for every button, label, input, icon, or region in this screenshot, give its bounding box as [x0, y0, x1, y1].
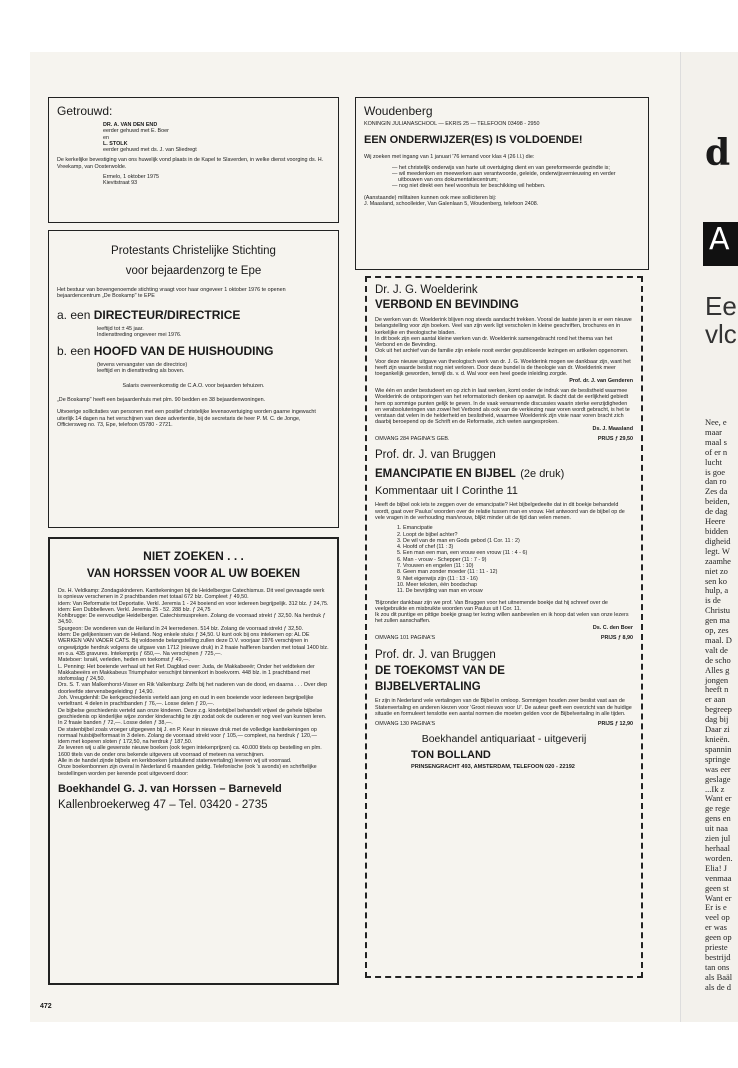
- woelderink-author: Dr. J. G. Woelderink: [375, 284, 478, 296]
- adjacent-text-line: is goe: [705, 466, 726, 477]
- emancipatie-list-item: 2. Loopt de bijbel achter?: [397, 531, 458, 538]
- emancipatie-edition: (2e druk): [520, 468, 565, 481]
- horssen-paragraph: De statenbijbel zoals vroeger uitgegeven bij J. en P. Keur in nieuwe druk met de volledige kanttekeningen op normaal huisbijbelformaat in 3 delen. Zolang de voorraad strekt voor ƒ 105,— compleet, na herdruk ƒ 120,— idem met koperen sloten ƒ 172,50, na herdruk ƒ 187,50.: [58, 726, 317, 746]
- stichting-para1: „De Boskamp" heeft een bejaardenhuis met plm. 90 bedden en 38 bejaardenwoningen.: [57, 397, 266, 404]
- adjacent-text-line: heeft n: [705, 684, 729, 695]
- getrouwd-name1: DR. A. VAN DEN END: [103, 122, 158, 128]
- adjacent-text-line: maal s: [705, 436, 727, 447]
- stichting-b-line2: leeftijd en in diensttreding als boven.: [97, 368, 185, 375]
- horssen-paragraph: De bijbelse geschiedenis verteld aan onze kinderen. Deze z.g. kinderbijbel behandelt vrijwel de gehele bijbelse geschiedenis op kinderlijke wijze zonder kinderachtig te zijn zodat ook de ouderen er nog veel van kunnen leren. In 2 fraaie banden ƒ 72,—. Losse delen ƒ 38,—.: [58, 707, 327, 727]
- bolland-shop1: Boekhandel antiquariaat - uitgeverij: [421, 733, 587, 746]
- adjacent-text-line: zaamhe: [705, 555, 731, 566]
- getrouwd-ad: [48, 97, 339, 223]
- adjacent-text-line: venmaa: [705, 872, 732, 883]
- woelderink-p5-sig: Ds. J. Maasland: [592, 425, 633, 432]
- emancipatie-list-item: 6. Man - vrouw - Schepper (11 : 7 - 9): [397, 556, 487, 563]
- adjacent-text-line: herhaal: [705, 842, 731, 853]
- emancipatie-title-row: [375, 464, 633, 482]
- getrouwd-title: Getrouwd:: [57, 104, 113, 118]
- horssen-paragraph: Ds. H. Veldkamp: Zondagskinderen. Kanttekeningen bij de Heidelbergse Catechismus. Dit veel gevraagde werk is opnieuw verschenen in 2 prachtbanden met totaal 672 blz. Compleet ƒ 49,50.: [58, 588, 325, 601]
- adjacent-text-line: Alles g: [705, 664, 730, 675]
- adjacent-page-strip: [680, 52, 738, 1022]
- woelderink-title: VERBOND EN BEVINDING: [375, 299, 519, 311]
- emancipatie-list-item: 5. Een man een man, een vrouw een vrouw (11 : 4 - 6): [397, 550, 528, 557]
- stichting-title1: Protestants Christelijke Stichting: [111, 245, 276, 257]
- adjacent-text-line: legt. W: [705, 545, 730, 556]
- adjacent-text-line: geen st: [705, 882, 729, 893]
- adjacent-text-line: lucht: [705, 456, 722, 467]
- horssen-paragraph: Drs. S. T. van Malkenhorst-Visser en Rik Valkenburg: Zelfs bij het naderen van de dood, en daarna . . . Over diep doorleefde stervensbegeleiding ƒ 14,90.: [58, 682, 328, 695]
- toekomst-title1: DE TOEKOMST VAN DE: [375, 665, 505, 678]
- adjacent-text-line: Want er: [705, 793, 732, 804]
- adjacent-text-line: er was: [705, 922, 727, 933]
- adjacent-text-line: beiden,: [705, 496, 730, 507]
- horssen-paragraph: Joh. Vreugdenhil: De kerkgeschiedenis verteld aan jong en oud in een boeiende voor iedereen begrijpelijke verteltrant. 4 delen in prachtbanden ƒ 76,—. Losse delen ƒ 20,—.: [58, 695, 314, 708]
- stichting-role-b: [57, 344, 330, 358]
- emancipatie-quote2: Ik zou dit puntige en pittige boekje graag ter lezing willen aanbevelen en ik hoop dat velen van onze lezers het zullen aanschaffen.: [375, 612, 629, 625]
- stichting-title2: voor bejaardenzorg te Epe: [125, 265, 262, 277]
- emancipatie-title: EMANCIPATIE EN BIJBEL: [375, 468, 516, 481]
- woelderink-omvang: OMVANG 284 PAGINA'S GEB.: [375, 436, 450, 443]
- woudenberg-headline: EEN ONDERWIJZER(ES) IS VOLDOENDE!: [364, 134, 583, 147]
- horssen-footer1: Boekhandel G. J. van Horssen – Barneveld: [58, 782, 282, 795]
- woudenberg-subtitle: KONINGIN JULIANASCHOOL — EKRIS 25 — TELEFOON 03498 - 2950: [364, 121, 540, 127]
- emancipatie-list-item: 4. Hoofd of chef (11 : 3): [397, 544, 454, 551]
- horssen-title1: NIET ZOEKEN . . .: [143, 549, 244, 563]
- woudenberg-title: Woudenberg: [364, 104, 433, 118]
- toekomst-author: Prof. dr. J. van Bruggen: [375, 649, 496, 662]
- emancipatie-contents: [375, 525, 633, 594]
- adjacent-text-line: Er is e: [705, 902, 727, 913]
- adjacent-text-line: de dag: [705, 506, 728, 517]
- stichting-a-line1: leeftijd tot ± 45 jaar.: [97, 325, 144, 332]
- horssen-paragraph: Ze leveren wij u alle gewenste nieuwe boeken (ook tegen intekenprijzen) ca. 40.000 titels op bestelling en plm. 1600 titels van de onder ons bekende uitgevers uit voorraad of meteen na verschijnen.: [58, 745, 322, 758]
- horssen-footer2: Kallenbroekerweg 47 – Tel. 03420 - 2735: [58, 798, 268, 811]
- adjacent-text-line: Christu: [705, 605, 731, 616]
- emancipatie-list-item: 1. Emancipatie: [397, 525, 433, 532]
- adjacent-text-line: er aan: [705, 694, 726, 705]
- adjacent-text-line: gen ma: [705, 615, 730, 626]
- toekomst-body: Er zijn in Nederland vele vertalingen van de Bijbel in omloop. Sommigen houden zeer beslist vast aan de Statenvertaling en anderen kiezen voor 'Groot nieuws voor U'. De auteur geeft een overzicht van de huidige situatie en formuleert tenslotte een aantal normen die moeten gelden voor de Bijbelvertaling in alle tijden.: [375, 698, 632, 717]
- adjacent-heading-letter: d: [705, 132, 731, 174]
- emancipatie-omvang: OMVANG 101 PAGINA'S: [375, 634, 436, 641]
- emancipatie-price: PRIJS ƒ 8,90: [600, 634, 633, 641]
- adjacent-text-line: Daar zi: [705, 724, 730, 735]
- adjacent-text-line: sen ko: [705, 575, 727, 586]
- woelderink-p1: De werken van dr. Woelderink blijven nog steeds aandacht trekken. Vooral de laatste jaren is er een nieuwe belangstelling voor zijn boeken. Veel van zijn werk ligt verscholen in kleine geschriften, brochures en in kerkelijke en theologische bladen.: [375, 317, 632, 336]
- woelderink-p3: Ook uit het archief van de familie zijn enkele nooit eerder gepubliceerde lezingen en artikelen opgenomen.: [375, 348, 629, 355]
- woelderink-price: PRIJS ƒ 29,50: [597, 436, 633, 443]
- adjacent-subheading: [705, 292, 737, 348]
- emancipatie-author: Prof. dr. J. van Bruggen: [375, 449, 496, 462]
- horssen-paragraph: Alle in de handel zijnde bijbels en kerkboeken (uitsluitend statenvertaling) leveren wij uit voorraad.: [58, 758, 292, 765]
- emancipatie-quote: 'Bijzonder dankbaar zijn we prof. Van Bruggen voor het uitnemende boekje dat hij schreef over de veelgebruikte en misbruikte woorden van Paulus uit I Cor. 11.: [375, 599, 608, 612]
- adjacent-text-line: geslage: [705, 773, 731, 784]
- stichting-intro: Het bestuur van bovengenoemde stichting vraagt voor haar ongeveer 1 oktober 1976 te openen bejaardencentrum „De Boskamp" te EPE: [57, 287, 286, 300]
- toekomst-title2: BIJBELVERTALING: [375, 681, 481, 694]
- stichting-b-line1: (tevens vervangster van de directrice): [97, 362, 188, 369]
- horssen-paragraph: Onze boekenbonnen zijn overal in Nederland 6 maanden geldig. Telefonische (ook 's avonds) en schriftelijke bestellingen worden per kerende post uitgevoerd door:: [58, 764, 317, 777]
- getrouwd-en: en: [103, 134, 109, 141]
- page-number: 472: [40, 1003, 52, 1010]
- stichting-para2: Uitvoerige sollicitaties van personen met een positief christelijke levensovertuiging worden gaarne ingewacht uiterlijk 14 dagen na het verschijnen van deze advertentie, bij de secretaris de heer P. M. C. de Jonge, Officiersweg no. 73, Epe, telefoon 05780 - 2721.: [57, 409, 316, 428]
- adjacent-text-line: Zes da: [705, 486, 728, 497]
- horssen-ad: [48, 537, 339, 985]
- adjacent-body-text: [705, 418, 738, 993]
- emancipatie-omvang-row: [375, 635, 633, 641]
- adjacent-text-line: was eer: [705, 763, 731, 774]
- emancipatie-list-item: 7. Vrouwen en engelen (11 : 10): [397, 563, 474, 570]
- adjacent-subheading-line1: Ee: [705, 291, 737, 321]
- adjacent-text-line: Want er: [705, 892, 732, 903]
- horssen-paragraph: Mateboer: Israël, verleden, heden en toekomst ƒ 49,—.: [58, 657, 190, 664]
- woudenberg-bullet: — wil meedenken en meewerken aan verantwoorde, geleide, onderwijsvernieuwing en verder uitbouwen van ons dokumentatiecentrum;: [392, 170, 616, 184]
- horssen-paragraph: Spurgeon: De wonderen van de Heiland in 24 leerredenen. 514 blz. Zolang de voorraad strekt ƒ 32,50.: [58, 625, 304, 632]
- toekomst-omvang: OMVANG 130 PAGINA'S: [375, 721, 436, 728]
- horssen-title2: VAN HORSSEN VOOR AL UW BOEKEN: [86, 568, 301, 580]
- emancipatie-list-item: 11. De bevrijding van man en vrouw: [397, 588, 483, 595]
- woelderink-omvang-row: [375, 436, 633, 442]
- adjacent-black-box: A: [703, 222, 738, 266]
- bolland-ad: [365, 276, 643, 978]
- woudenberg-contact: J. Maasland, schoolleider, Van Galenlaan 5, Woudenberg, telefoon 2408.: [364, 201, 539, 208]
- emancipatie-subtitle: Kommentaar uit I Corinthe 11: [375, 485, 518, 498]
- adjacent-text-line: ge rege: [705, 803, 730, 814]
- adjacent-text-line: als Baäl: [705, 971, 733, 982]
- emancipatie-list-item: 10. Meer teksten, één boodschap: [397, 581, 478, 588]
- adjacent-text-line: bidden: [705, 525, 729, 536]
- bolland-shop2: TON BOLLAND: [411, 749, 491, 762]
- adjacent-text-line: Heere: [705, 516, 726, 527]
- adjacent-text-line: digheid: [705, 535, 731, 546]
- adjacent-text-line: zien jul: [705, 833, 731, 844]
- horssen-body: [58, 588, 329, 777]
- stichting-a-role: DIRECTEUR/DIRECTRICE: [93, 307, 241, 322]
- woudenberg-note: (Aanstaande) militairen kunnen ook mee solliciteren bij:: [364, 194, 497, 201]
- adjacent-text-line: ...Ik z: [705, 783, 725, 794]
- adjacent-text-line: is de: [705, 595, 721, 606]
- woelderink-p4-sig: Prof. dr. J. van Genderen: [569, 377, 633, 384]
- adjacent-text-line: gens en: [705, 813, 731, 824]
- getrouwd-address: Kievitstraat 93: [103, 180, 138, 187]
- adjacent-text-line: hulp, a: [705, 585, 729, 596]
- adjacent-text-line: dag bij: [705, 714, 729, 725]
- toekomst-price: PRIJS ƒ 12,90: [597, 721, 633, 728]
- adjacent-text-line: spannin: [705, 743, 732, 754]
- emancipatie-intro: Heeft de bijbel ook iets te zeggen over de emancipatie? Het bijbelgedeelte dat in dit boekje behandeld wordt, gaat over Paulus' woorden over de relatie tussen man en vrouw. Het antwoord van de bijbel op de vele vragen in de verhouding man/vrouw, blijkt minder uit de tijd dan velen menen.: [375, 502, 625, 521]
- adjacent-text-line: maal. D: [705, 634, 732, 645]
- woudenberg-bullet: — het christelijk onderwijs van harte uit overtuiging dient en van gereformeerde gezindte is;: [392, 164, 610, 171]
- adjacent-text-line: of er n: [705, 446, 728, 457]
- adjacent-text-line: dan ro: [705, 476, 727, 487]
- emancipatie-list-item: 3. De wil van de man en Gods gebod (1 Cor. 11 : 2): [397, 537, 520, 544]
- adjacent-text-line: als de d: [705, 981, 731, 992]
- horssen-paragraph: L. Penning: Het boeiende verhaal uit het Ref. Dagblad over: Juda, de Makkabeeër; Onder het veldteken der Makkabeeërs en Makkabeus Triumphator verschijnt binnenkort in boekvorm. 448 blz. in 1 prachtband met stofomslag ƒ 24,50.: [58, 663, 315, 683]
- adjacent-text-line: jongen: [705, 674, 729, 685]
- emancipatie-list-item: 9. Niet eigenwijs zijn (11 : 13 - 16): [397, 575, 478, 582]
- stichting-a-line2: Indiensttreding ongeveer mei 1976.: [97, 331, 182, 338]
- stichting-role-a: [57, 308, 330, 322]
- woudenberg-ad: [355, 97, 649, 270]
- adjacent-text-line: uit naa: [705, 823, 728, 834]
- adjacent-text-line: geen op: [705, 932, 732, 943]
- stichting-b-role: HOOFD VAN DE HUISHOUDING: [93, 344, 274, 359]
- adjacent-text-line: tan ons: [705, 961, 730, 972]
- horssen-paragraph: idem: Van Reformatie tot Deportatie. Verkl. Jeremia 1 - 24 boeiend en voor iedereen begrijpelijk. 312 blz. ƒ 24,75.: [58, 600, 329, 607]
- getrouwd-desc1: eerder gehuwd met E. Boer: [103, 128, 169, 135]
- adjacent-text-line: begreep: [705, 704, 732, 715]
- adjacent-text-line: Elia! J: [705, 862, 727, 873]
- woudenberg-intro: Wij zoeken met ingang van 1 januari '76 iemand voor klas 4 (26 l.l.) die:: [364, 154, 535, 161]
- getrouwd-name2: L. STOLK: [103, 140, 128, 147]
- stichting-ad: [48, 230, 339, 528]
- adjacent-text-line: prieste: [705, 942, 728, 953]
- stichting-salary: Salaris overeenkomstig de C.A.O. voor bejaarden tehuizen.: [122, 382, 265, 389]
- adjacent-text-line: niet zo: [705, 565, 728, 576]
- woelderink-p2: In dit boek zijn een aantal kleine werken van dr. Woelderink samengebracht rond het thema van het Verbond en de Bevinding.: [375, 335, 613, 349]
- adjacent-text-line: veel op: [705, 912, 730, 923]
- emancipatie-list-item: 8. Geen man zonder moeder (11 : 11 - 12): [397, 569, 498, 576]
- stichting-b-prefix: b. een: [57, 344, 91, 359]
- horssen-paragraph: idem: De gelijkenissen van de Heiland. Nog enkele stuks ƒ 34,50. U kunt ook bij ons intekenen op: AL DE WERKEN VAN VADER CATS. Bij voldoende belangstelling zullen deze D.V. voorjaar 1976 verschijnen in ongewijzigde herdruk volgens de uitgave van 1712 (nieuwe druk) in 2 fraaie halfleren banden met totaal 1400 blz. en o.a. 435 gravures. Intekenprijs ƒ 650,—. Na verschijnen ƒ 725,—.: [58, 632, 329, 657]
- adjacent-text-line: valt de: [705, 644, 728, 655]
- woudenberg-bullet: — nog niet direkt een heel woonhuis ter beschikking wil hebben.: [392, 183, 546, 190]
- adjacent-text-line: bestrijd: [705, 951, 731, 962]
- emancipatie-quote-sig: Ds. C. den Boer: [592, 624, 633, 631]
- adjacent-text-line: worden.: [705, 852, 733, 863]
- woelderink-p5: Wie één en ander bestudeert en op zich in laat werken, komt onder de indruk van de beslistheid waarmee Woelderink de ontsporingen van het reformatorisch denken op aanwijst. Ik dacht dat de eerlijkheid gebiedt hem op sommige punten gelijk te geven. In de vaak verwarrende discussies waarin sterke eenzijdigheden en verabsoluteringen van zowel het Verbond als ook van de verkiezing naar voren wordt gebracht, is het te verstaan dat velen in de helderheid en beslistheid, waarmee Woelderink zijn visie naar voren bracht zich daarbij beroepend op de Schrift en de Reformatie, zich weten aangesproken.: [375, 387, 630, 426]
- toekomst-omvang-row: [375, 721, 633, 727]
- woelderink-p4: Voor deze nieuwe uitgave van theologisch werk van dr. J. G. Woelderink mogen we dankbaar zijn, want het heeft zijn waarde beslist nog niet verloren. Door deze bundel is de theologie van dr. Woelderink meer toegankelijk geworden, terwijl ds. v. d. Wal voor een heel goede inleiding zorgde.: [375, 358, 631, 378]
- getrouwd-place: Ermelo, 1 oktober 1975: [103, 174, 160, 181]
- bolland-shop3: PRINSENGRACHT 493, AMSTERDAM, TELEFOON 020 - 22192: [411, 764, 575, 771]
- horssen-paragraph: idem: Een Dubbelleven. Verkl. Jeremia 25 - 52. 288 blz. ƒ 24,75: [58, 606, 211, 613]
- getrouwd-desc2: eerder gehuwd met ds. J. van Sliedregt: [103, 147, 197, 154]
- adjacent-text-line: de scho: [705, 654, 731, 665]
- horssen-paragraph: Kohlbrugge: De eenvoudige Heidelberger. Catechismuspreken. Zolang de voorraad strekt ƒ 32,50. Na herdruk ƒ 34,50.: [58, 613, 326, 626]
- getrouwd-body: De kerkelijke bevestiging van ons huwelijk vond plaats in de Kapel te Slaverden, in welke dienst voorging ds. H. Vreekamp, van Oosterwolde.: [57, 157, 324, 170]
- adjacent-text-line: Nee, e: [705, 417, 727, 427]
- adjacent-text-line: op, zes: [705, 625, 729, 636]
- adjacent-text-line: maar: [705, 426, 722, 437]
- adjacent-subheading-line2: vlc: [705, 319, 737, 349]
- adjacent-text-line: knieën.: [705, 734, 730, 744]
- stichting-a-prefix: a. een: [57, 307, 91, 322]
- adjacent-text-line: springe: [705, 753, 731, 764]
